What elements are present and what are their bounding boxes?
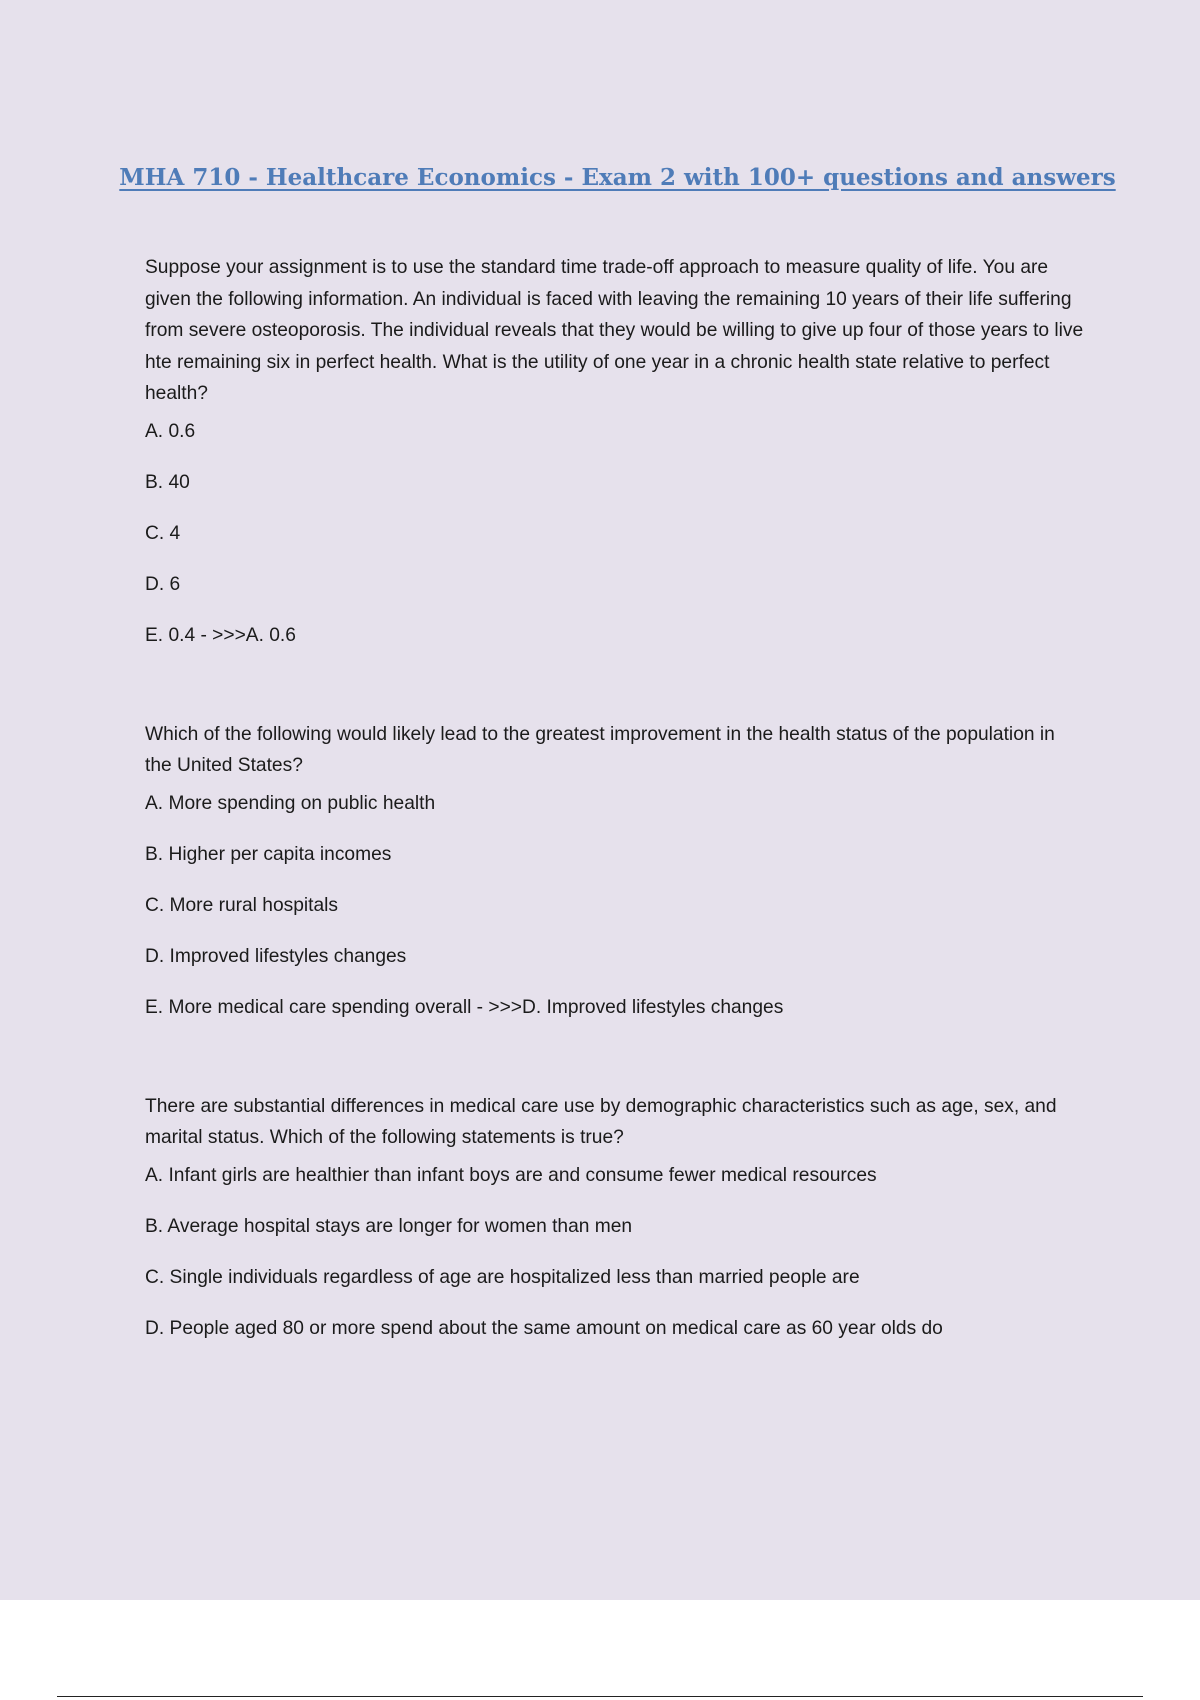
- question-block-2: [145, 719, 1085, 1020]
- question-block-3: [145, 1091, 1085, 1341]
- answer-option: C. Single individuals regardless of age are hospitalized less than married people are: [145, 1266, 860, 1288]
- question-text: Which of the following would likely lead to the greatest improvement in the health status of the population in the United States?: [145, 723, 1055, 776]
- answer-option-with-key: E. More medical care spending overall - >>>D. Improved lifestyles changes: [145, 996, 784, 1018]
- answer-option: D. People aged 80 or more spend about the same amount on medical care as 60 year olds do: [145, 1317, 943, 1339]
- answer-option: C. 4: [145, 522, 181, 544]
- answer-option: B. 40: [145, 471, 190, 493]
- document-title: MHA 710 - Healthcare Economics - Exam 2 with 100+ questions and answers: [119, 164, 1116, 191]
- answer-option: B. Higher per capita incomes: [145, 843, 392, 865]
- answer-option: C. More rural hospitals: [145, 894, 339, 916]
- footer-divider: [57, 1696, 1143, 1697]
- answer-option: D. 6: [145, 573, 181, 595]
- answer-option: D. Improved lifestyles changes: [145, 945, 407, 967]
- answer-option: B. Average hospital stays are longer for women than men: [145, 1215, 633, 1237]
- question-text: There are substantial differences in medical care use by demographic characteristics such as age, sex, and marital status. Which of the following statements is true?: [145, 1095, 1057, 1148]
- answer-option: A. 0.6: [145, 420, 196, 442]
- question-block-1: [145, 252, 1085, 648]
- answer-option-with-key: E. 0.4 - >>>A. 0.6: [145, 624, 296, 646]
- question-text: Suppose your assignment is to use the standard time trade-off approach to measure quality of life. You are given the following information. An individual is faced with leaving the remaining 10 years of their life suffering from severe osteoporosis. The individual reveals that they would be willing to give up four of those years to live hte remaining six in perfect health. What is the utility of one year in a chronic health state relative to perfect health?: [145, 257, 1084, 404]
- answer-option: A. Infant girls are healthier than infant boys are and consume fewer medical resources: [145, 1164, 877, 1186]
- document-body: [145, 252, 1085, 1412]
- answer-option: A. More spending on public health: [145, 792, 436, 814]
